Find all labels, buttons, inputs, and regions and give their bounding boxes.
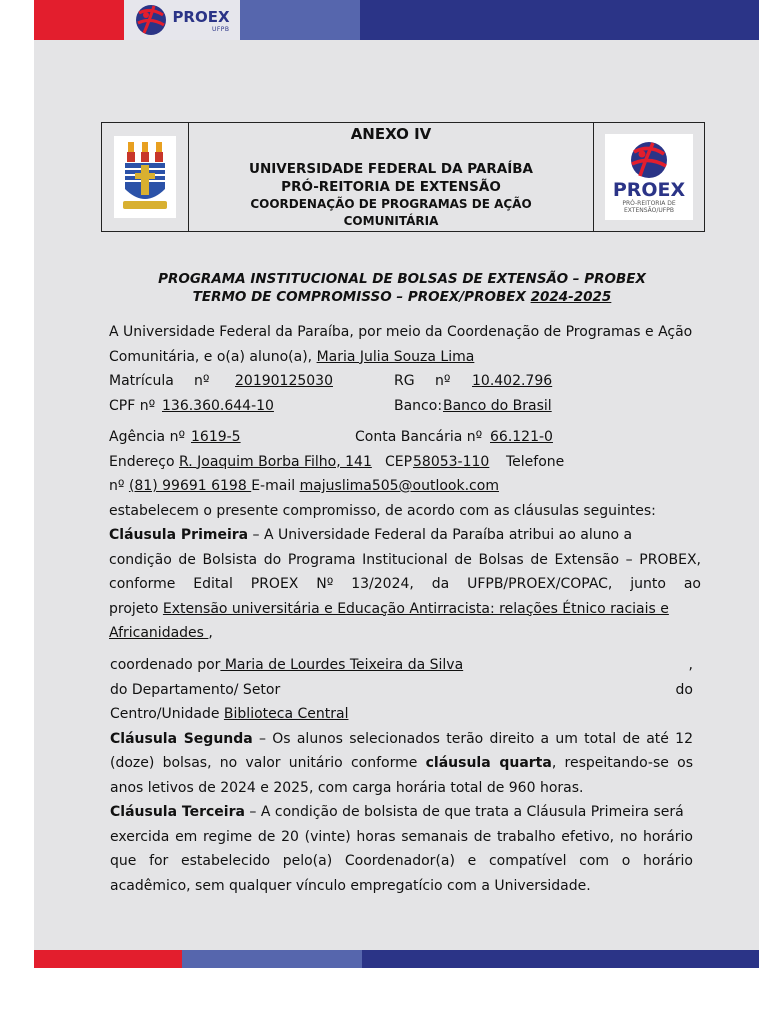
clause2-title: Cláusula Segunda bbox=[110, 730, 253, 747]
clause1-comma: , bbox=[208, 625, 213, 641]
proex-header-logo bbox=[124, 0, 240, 40]
agencia-label: Agência nº bbox=[109, 429, 186, 445]
endereco-label: Endereço bbox=[109, 453, 175, 470]
clause1-title: Cláusula Primeira bbox=[109, 527, 249, 543]
matricula-no-label: nº bbox=[194, 373, 210, 389]
coordinator-name: Maria de Lourdes Teixeira da Silva bbox=[220, 657, 464, 673]
intro-line-2-prefix: Comunitária, e o(a) aluno(a), bbox=[109, 348, 317, 365]
term-title-prefix: TERMO DE COMPROMISSO – PROEX/PROBEX bbox=[192, 289, 531, 305]
conta-label: Conta Bancária nº bbox=[355, 429, 483, 445]
proex-logo-text: PROEX bbox=[172, 8, 230, 26]
telefone-email-line bbox=[109, 474, 701, 499]
center-value: Biblioteca Central bbox=[223, 706, 349, 722]
term-title bbox=[101, 288, 703, 306]
coordination-block bbox=[110, 653, 693, 898]
crest-cell bbox=[102, 123, 189, 231]
project-title-2: Africanidades bbox=[109, 625, 209, 641]
header-title-cell bbox=[189, 123, 593, 231]
rg-no-label: nº bbox=[435, 373, 451, 389]
program-title: PROGRAMA INSTITUCIONAL DE BOLSAS DE EXTENSÃO – PROBEX bbox=[158, 271, 646, 287]
establish-line: estabelecem o presente compromisso, de acordo com as cláusulas seguintes: bbox=[109, 502, 656, 519]
coordinator-line bbox=[110, 653, 693, 678]
pro-rectorate-name: PRÓ-REITORIA DE EXTENSÃO bbox=[281, 179, 501, 195]
clause3-title: Cláusula Terceira bbox=[110, 804, 245, 820]
cpf-label: CPF nº bbox=[109, 397, 156, 414]
telefone-no-label: nº bbox=[109, 478, 125, 494]
clause3-text-1: – A condição de bolsista de que trata a Cláusula Primeira será bbox=[244, 804, 684, 820]
department-do-label: do bbox=[675, 681, 693, 698]
matricula-rg-line bbox=[109, 369, 701, 394]
coordinator-label: coordenado por bbox=[110, 657, 221, 673]
clause1-line-3: conforme Edital PROEX Nº 13/2024, da UFPB/PROEX/COPAC, junto ao bbox=[109, 576, 701, 592]
clause3-line-3: que for estabelecido pelo(a) Coordenador(a) e compatível com o horário bbox=[110, 853, 693, 869]
conta-value: 66.121-0 bbox=[490, 429, 553, 445]
term-year: 2024-2025 bbox=[530, 289, 612, 305]
annex-title: ANEXO IV bbox=[350, 125, 432, 143]
student-name: Maria Julia Souza Lima bbox=[316, 348, 475, 365]
student-form bbox=[109, 320, 701, 418]
endereco-line bbox=[109, 450, 701, 475]
clause2-line-3: anos letivos de 2024 e 2025, com carga horária total de 960 horas. bbox=[110, 779, 584, 796]
clause3-line-2: exercida em regime de 20 (vinte) horas semanais de trabalho efetivo, no horário bbox=[110, 828, 693, 845]
rg-value: 10.402.796 bbox=[472, 373, 553, 389]
center-line bbox=[110, 702, 693, 727]
banco-value: Banco do Brasil bbox=[443, 397, 552, 414]
clause2-text-2-suffix: , respeitando-se os bbox=[551, 755, 693, 771]
coordination-line-1: COORDENAÇÃO DE PROGRAMAS DE AÇÃO bbox=[250, 197, 532, 211]
document-titles bbox=[101, 270, 703, 306]
clause2-line-2 bbox=[110, 751, 693, 776]
rg-label: RG bbox=[394, 373, 415, 389]
clause1-text-1: – A Universidade Federal da Paraíba atribui ao aluno a bbox=[248, 527, 633, 543]
proex-logo-text: PROEX bbox=[612, 179, 686, 201]
telefone-label: Telefone bbox=[506, 453, 565, 470]
clause2-bold-ref: cláusula quarta bbox=[425, 755, 552, 771]
university-name: UNIVERSIDADE FEDERAL DA PARAÍBA bbox=[249, 161, 533, 177]
proex-logo bbox=[605, 134, 693, 220]
coordination-line-2: COMUNITÁRIA bbox=[343, 214, 439, 228]
banco-label: Banco: bbox=[394, 397, 443, 414]
clause2-text-2-prefix: (doze) bolsas, no valor unitário conforme bbox=[110, 755, 426, 771]
bank-address-block bbox=[109, 425, 701, 646]
email-label: E-mail bbox=[251, 478, 296, 494]
coordinator-comma: , bbox=[688, 657, 693, 673]
proex-logo-cell bbox=[593, 123, 704, 231]
intro-line-2 bbox=[109, 345, 701, 370]
project-title-1: Extensão universitária e Educação Antirracista: relações Étnico raciais e bbox=[162, 600, 669, 617]
department-label: do Departamento/ Setor bbox=[110, 681, 281, 698]
cep-label: CEP bbox=[385, 453, 413, 470]
ufpb-crest-icon bbox=[114, 136, 176, 218]
center-label: Centro/Unidade bbox=[110, 706, 220, 722]
endereco-value: R. Joaquim Borba Filho, 141 bbox=[179, 453, 372, 470]
clause1-line-4 bbox=[109, 597, 701, 622]
cpf-banco-line bbox=[109, 394, 701, 419]
header-table bbox=[101, 122, 705, 232]
matricula-value: 20190125030 bbox=[235, 373, 333, 389]
clause2-text-1: – Os alunos selecionados terão direito a um total de até 12 bbox=[252, 730, 693, 747]
proex-logo-sub: PRÓ-REITORIA DE EXTENSÃO/UFPB bbox=[622, 200, 676, 214]
cpf-value: 136.360.644-10 bbox=[162, 397, 274, 414]
clause1-line-5 bbox=[109, 621, 701, 646]
department-line bbox=[110, 678, 693, 703]
matricula-label: Matrícula bbox=[109, 373, 174, 389]
proex-globe-icon bbox=[134, 3, 168, 37]
email-value: majuslima505@outlook.com bbox=[299, 478, 499, 494]
clause1-project-prefix: projeto bbox=[109, 600, 163, 617]
clause1-line-1 bbox=[109, 523, 701, 548]
intro-line-1: A Universidade Federal da Paraíba, por meio da Coordenação de Programas e Ação bbox=[109, 324, 693, 340]
clause3-line-4: acadêmico, sem qualquer vínculo empregatício com a Universidade. bbox=[110, 877, 591, 894]
clause2-line-1 bbox=[110, 727, 693, 752]
clause3-line-1 bbox=[110, 800, 693, 825]
cep-value: 58053-110 bbox=[413, 453, 490, 470]
agencia-conta-line bbox=[109, 425, 701, 450]
telefone-value: (81) 99691 6198 bbox=[128, 478, 252, 494]
document-page bbox=[34, 0, 759, 968]
proex-globe-icon bbox=[626, 140, 672, 180]
proex-logo-sub: UFPB bbox=[211, 26, 230, 33]
bottom-color-band bbox=[34, 950, 759, 968]
clause1-line-2: condição de Bolsista do Programa Institucional de Bolsas de Extensão – PROBEX, bbox=[109, 551, 701, 568]
agencia-value: 1619-5 bbox=[191, 429, 241, 445]
